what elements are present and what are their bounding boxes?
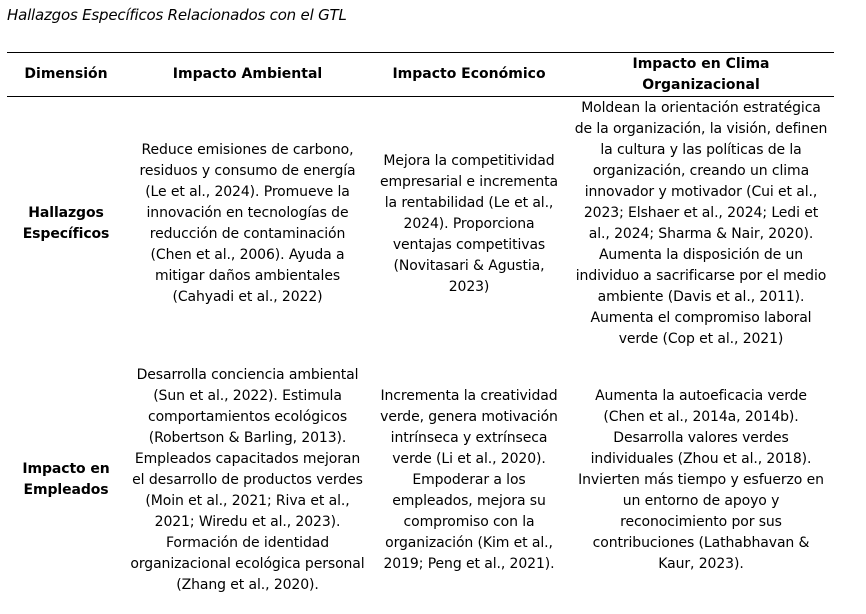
cell-economic: Incrementa la creatividad verde, genera motivación intrínseca y extrínseca verde (Li et al., 2020). Empoderar a los empleados, mejora su compromiso con la organización (Kim et al., 2019; Peng et al., 2021). [380,387,558,572]
header-dimension: Dimensión [7,53,125,97]
cell-organizational-climate: Aumenta la autoeficacia verde (Chen et al., 2014a, 2014b). Desarrolla valores verdes individuales (Zhou et al., 2018). Invierten más tiempo y esfuerzo en un entorno de apoyo y reconocimiento por sus contribuciones (Lathabhavan & Kaur, 2023). [578,387,824,572]
row-label-employee-impact: Impacto en Empleados [22,461,110,498]
table-caption: Hallazgos Específicos Relacionados con el GTL [7,6,347,24]
table-row [7,97,834,352]
cell-economic: Mejora la competitividad empresarial e incrementa la rentabilidad (Le et al., 2024). Proporciona ventajas competitivas (Novitasari & Agustia, 2023) [379,152,558,295]
header-economic-impact: Impacto Económico [370,53,568,97]
header-row [7,53,834,97]
findings-table [7,52,834,609]
cell-organizational-climate: Moldean la orientación estratégica de la organización, la visión, definen la cultura y las políticas de la organización, creando un clima innovador y motivador (Cui et al., 2023; Elshaer et al., 2024; Ledi et al., 2024; Sharma & Nair, 2020). Aumenta la disposición de un individuo a sacrificarse por el medio ambiente (Davis et al., 2011). Aumenta el compromiso laboral verde (Cop et al., 2021) [574,100,828,347]
table-row [7,351,834,609]
row-label-specific-findings: Hallazgos Específicos [22,205,110,242]
header-organizational-climate-impact: Impacto en Clima Organizacional [568,53,834,97]
cell-environmental: Desarrolla conciencia ambiental (Sun et al., 2022). Estimula comportamientos ecológicos (Robertson & Barling, 2013). Empleados capacitados mejoran el desarrollo de productos verdes (Moin et al., 2021; Riva et al., 2021; Wiredu et al., 2023). Formación de identidad organizacional ecológica personal (Zhang et al., 2020). [130,366,365,593]
cell-environmental: Reduce emisiones de carbono, residuos y consumo de energía (Le et al., 2024). Promueve la innovación en tecnologías de reducción de contaminación (Chen et al., 2006). Ayuda a mitigar daños ambientales (Cahyadi et al., 2022) [139,142,356,305]
header-environmental-impact: Impacto Ambiental [125,53,370,97]
